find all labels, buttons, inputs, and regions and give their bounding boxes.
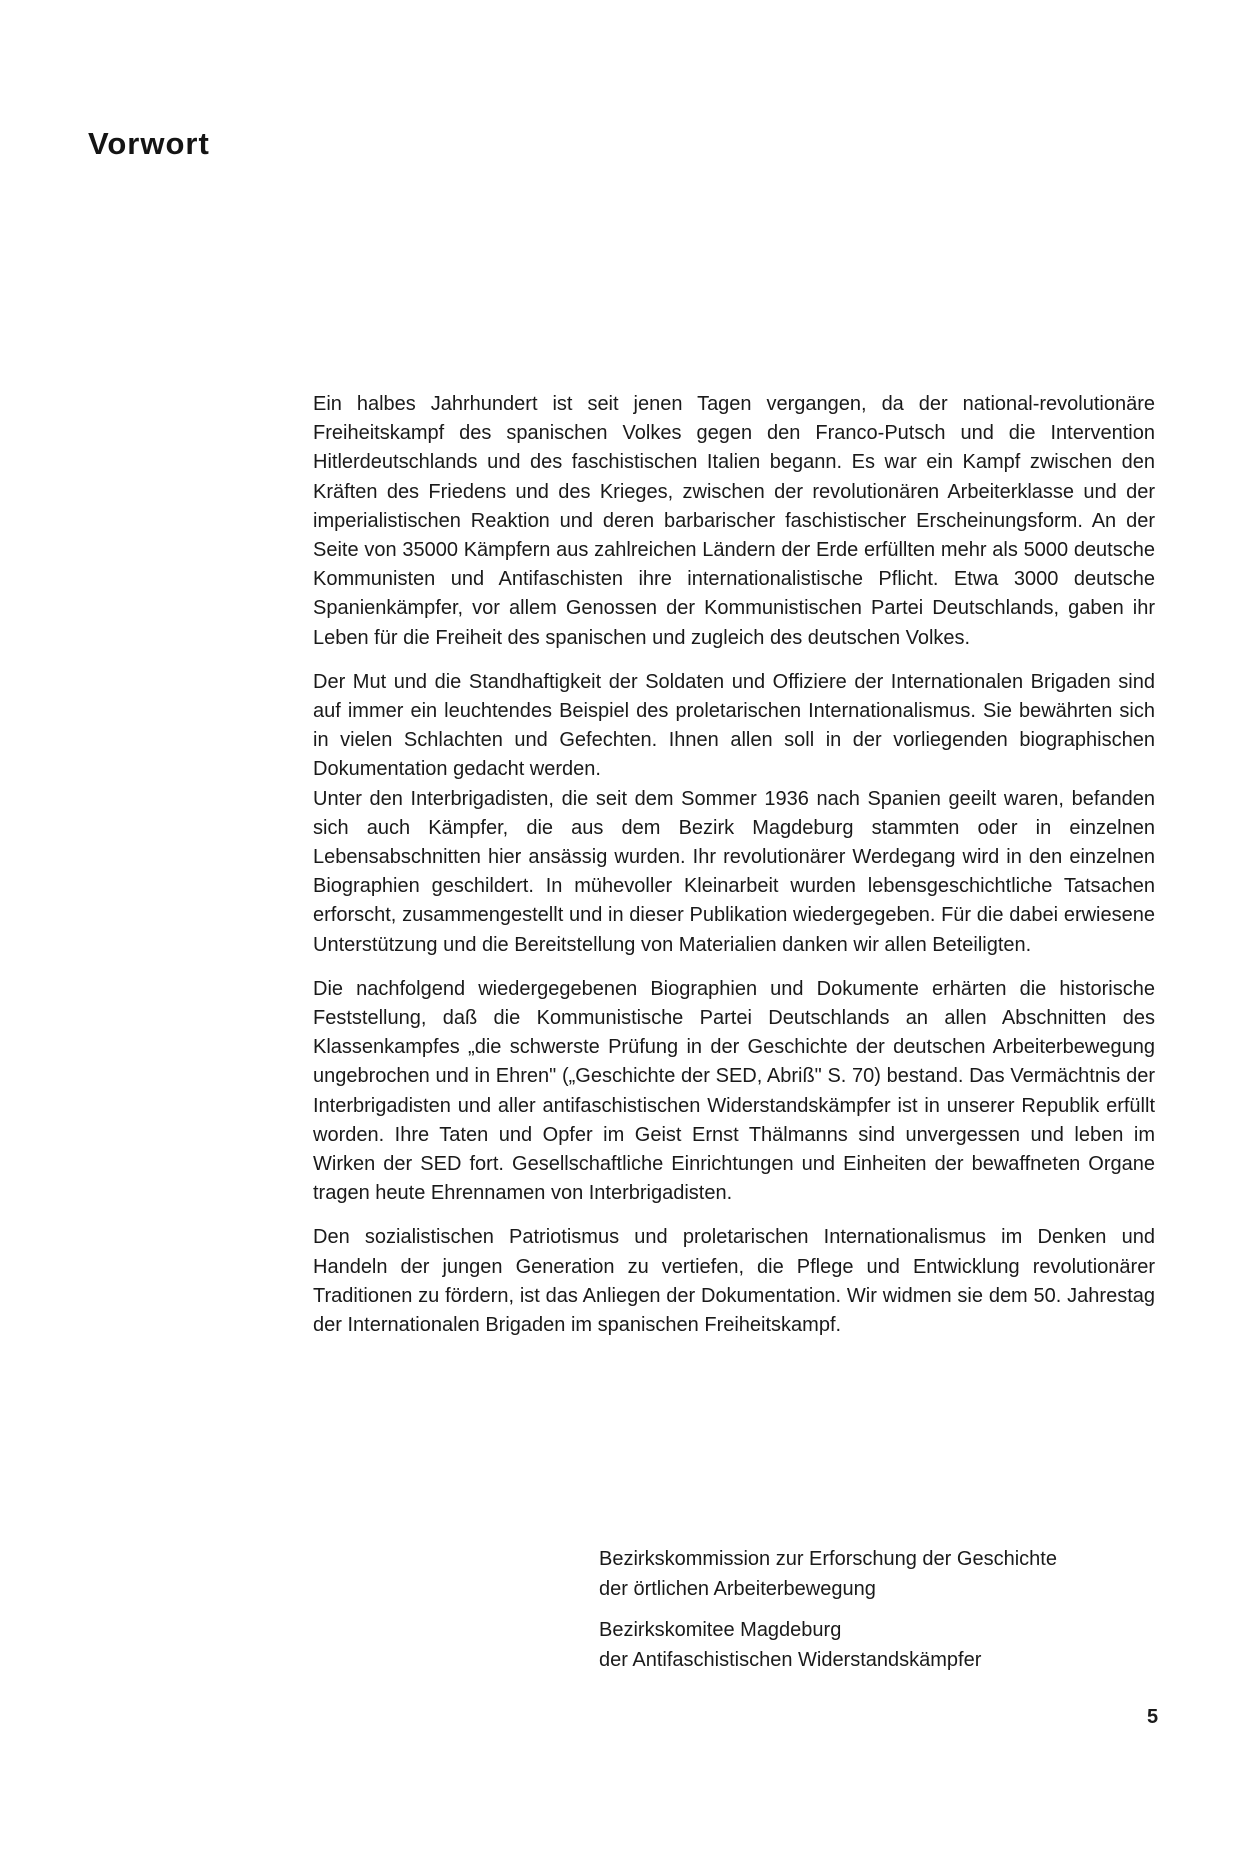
- paragraph-intro: Ein halbes Jahrhundert ist seit jenen Tagen vergangen, da der national-revolutionäre Freiheitskampf des spanischen Volkes gegen den Franco-Putsch und die Intervention Hitlerdeutschlands und des faschistischen Italien begann. Es war ein Kampf zwischen den Kräften des Friedens und des Krieges, zwischen der revolutionären Arbeiterklasse und der imperialistischen Reaktion und deren barbarischer faschistischer Erscheinungsform. An der Seite von 35000 Kämpfern aus zahlreichen Ländern der Erde erfüllten mehr als 5000 deutsche Kommunisten und Antifaschisten ihre internationalistische Pflicht. Etwa 3000 deutsche Spanienkämpfer, vor allem Genossen der Kommunistischen Partei Deutschlands, gaben ihr Leben für die Freiheit des spanischen und zugleich des deutschen Volkes.: [313, 393, 1155, 649]
- signature-commission-line-1: Bezirkskommission zur Erforschung der Geschichte: [599, 1548, 1057, 1570]
- paragraph-magdeburg: Unter den Interbrigadisten, die seit dem Sommer 1936 nach Spanien geeilt waren, befanden sich auch Kämpfer, die aus dem Bezirk Magdeburg stammten oder in einzelnen Lebensabschnitten hier ansässig wurden. Ihr revolutionärer Werdegang wird in den einzelnen Biographien geschildert. In mühevoller Kleinarbeit wurden lebensgeschichtliche Tatsachen erforscht, zusammengestellt und in dieser Publikation wiedergegeben. Für die dabei erwiesene Unterstützung und die Bereitstellung von Materialien danken wir allen Beteiligten.: [313, 787, 1155, 956]
- signature-committee: [599, 1616, 1199, 1675]
- signature-committee-line-2: der Antifaschistischen Widerstandskämpfer: [599, 1648, 982, 1671]
- page-title: Vorwort: [88, 126, 210, 161]
- signature-committee-line-1: Bezirkskomitee Magdeburg: [599, 1619, 842, 1641]
- signature-commission: [599, 1545, 1199, 1604]
- signature-commission-line-2: der örtlichen Arbeiterbewegung: [599, 1577, 876, 1600]
- foreword-body: [313, 390, 1155, 1355]
- paragraph-courage: Der Mut und die Standhaftigkeit der Soldaten und Offiziere der Internationalen Brigaden sind auf immer ein leuchtendes Beispiel des proletarischen Internationalismus. Sie bewährten sich in vielen Schlachten und Gefechten. Ihnen allen soll in der vorliegenden biographischen Dokumentation gedacht werden.: [313, 670, 1155, 781]
- paragraph-dedication: Den sozialistischen Patriotismus und proletarischen Internationalismus im Denken und Handeln der jungen Generation zu vertiefen, die Pflege und Entwicklung revolutionärer Traditionen zu fördern, ist das Anliegen der Dokumentation. Wir widmen sie dem 50. Jahrestag der Internationalen Brigaden im spanischen Freiheitskampf.: [313, 1226, 1155, 1337]
- signature: [599, 1545, 1199, 1687]
- paragraph-legacy: Die nachfolgend wiedergegebenen Biographien und Dokumente erhärten die historische Feststellung, daß die Kommunistische Partei Deutschlands an allen Abschnitten des Klassenkampfes „die schwerste Prüfung in der Geschichte der deutschen Arbeiterbewegung ungebrochen und in Ehren" („Geschichte der SED, Abriß" S. 70) bestand. Das Vermächtnis der Interbrigadisten und aller antifaschistischen Widerstandskämpfer ist in unserer Republik erfüllt worden. Ihre Taten und Opfer im Geist Ernst Thälmanns sind unvergessen und leben im Wirken der SED fort. Gesellschaftliche Einrichtungen und Einheiten der bewaffneten Organe tragen heute Ehrennamen von Interbrigadisten.: [313, 977, 1155, 1205]
- page-number: 5: [1147, 1706, 1159, 1728]
